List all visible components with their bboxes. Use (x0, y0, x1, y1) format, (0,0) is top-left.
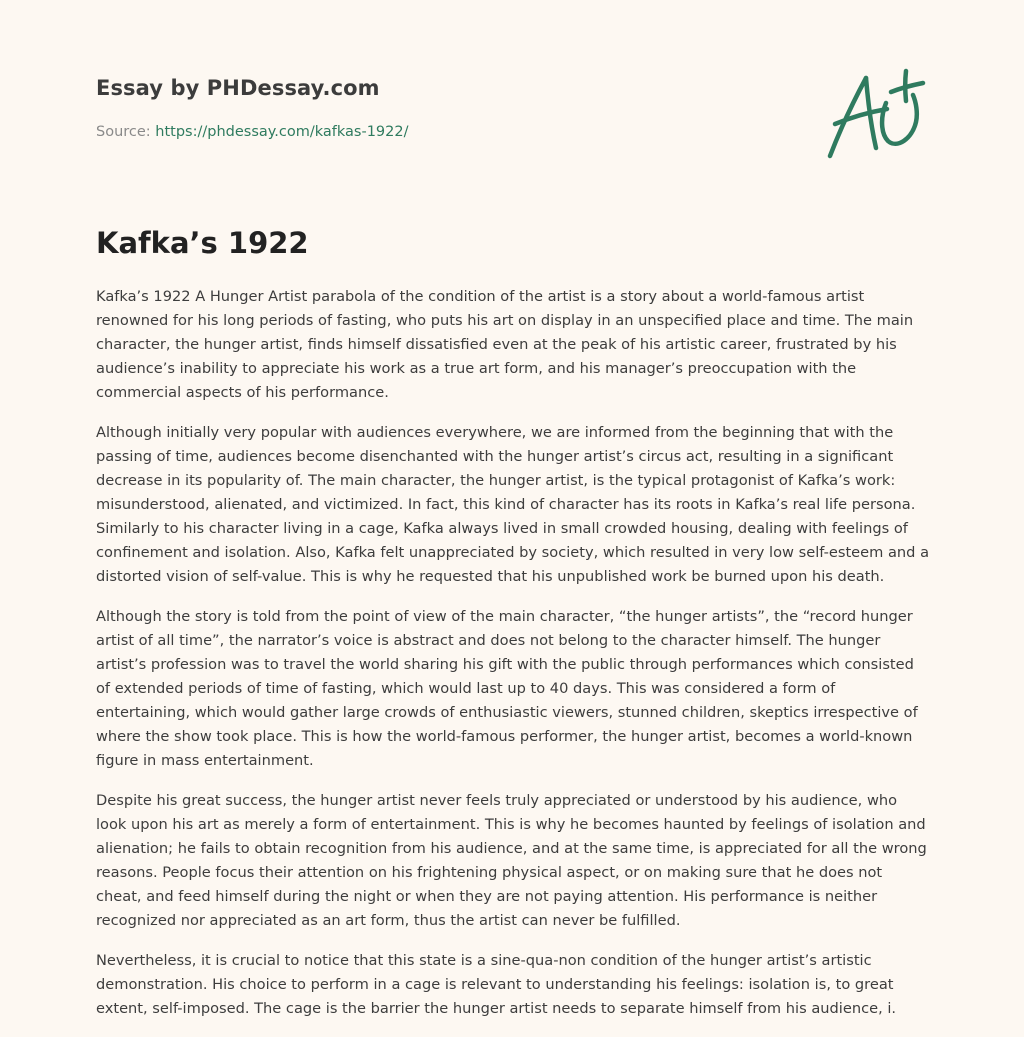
source-label: Source: (96, 124, 156, 140)
article-body (96, 285, 930, 1037)
article-paragraph: Kafka’s 1922 A Hunger Artist parabola of the condition of the artist is a story about a world-famous artist renowned for his long periods of fasting, who puts his art on display in an unspecified place and time. The main character, the hunger artist, finds himself dissatisfied even at the peak of his artistic career, frustrated by his audience’s inability to appreciate his work as a true art form, and his manager’s preoccupation with the commercial aspects of his performance. (96, 288, 914, 401)
site-brand: Essay by PHDessay.com (96, 76, 380, 100)
source-link[interactable]: https://phdessay.com/kafkas-1922/ (155, 124, 409, 140)
source-line (96, 124, 409, 140)
a-plus-logo-icon (826, 64, 928, 168)
article-paragraph: Despite his great success, the hunger artist never feels truly appreciated or understood by his audience, who look upon his art as merely a form of entertainment. This is why he becomes haunted by feelings of isolation and alienation; he fails to obtain recognition from his audience, and at the same time, is appreciated for all the wrong reasons. People focus their attention on his frightening physical aspect, or on making sure that he does not cheat, and feed himself during the night or when they are not paying attention. His performance is neither recognized nor appreciated as an art form, thus the artist can never be fulfilled. (96, 792, 927, 929)
article-paragraph: Although the story is told from the point of view of the main character, “the hunger artists”, the “record hunger artist of all time”, the narrator’s voice is abstract and does not belong to the character himself. The hunger artist’s profession was to travel the world sharing his gift with the public through performances which consisted of extended periods of time of fasting, which would last up to 40 days. This was considered a form of entertaining, which would gather large crowds of enthusiastic viewers, stunned children, skeptics irrespective of where the show took place. This is how the world-famous performer, the hunger artist, becomes a world-known figure in mass entertainment. (96, 608, 918, 769)
article-paragraph: Nevertheless, it is crucial to notice that this state is a sine-qua-non condition of the hunger artist’s artistic demonstration. His choice to perform in a cage is relevant to understanding his feelings: isolation is, to great extent, self-imposed. The cage is the barrier the hunger artist needs to separate himself from his audience, i. (96, 952, 897, 1017)
article-paragraph: Although initially very popular with audiences everywhere, we are informed from the beginning that with the passing of time, audiences become disenchanted with the hunger artist’s circus act, resulting in a significant decrease in its popularity of. The main character, the hunger artist, is the typical protagonist of Kafka’s work: misunderstood, alienated, and victimized. In fact, this kind of character has its roots in Kafka’s real life persona. Similarly to his character living in a cage, Kafka always lived in small crowded housing, dealing with feelings of confinement and isolation. Also, Kafka felt unappreciated by society, which resulted in very low self-esteem and a distorted vision of self-value. This is why he requested that his unpublished work be burned upon his death. (96, 424, 930, 585)
article-title: Kafka’s 1922 (96, 226, 309, 260)
